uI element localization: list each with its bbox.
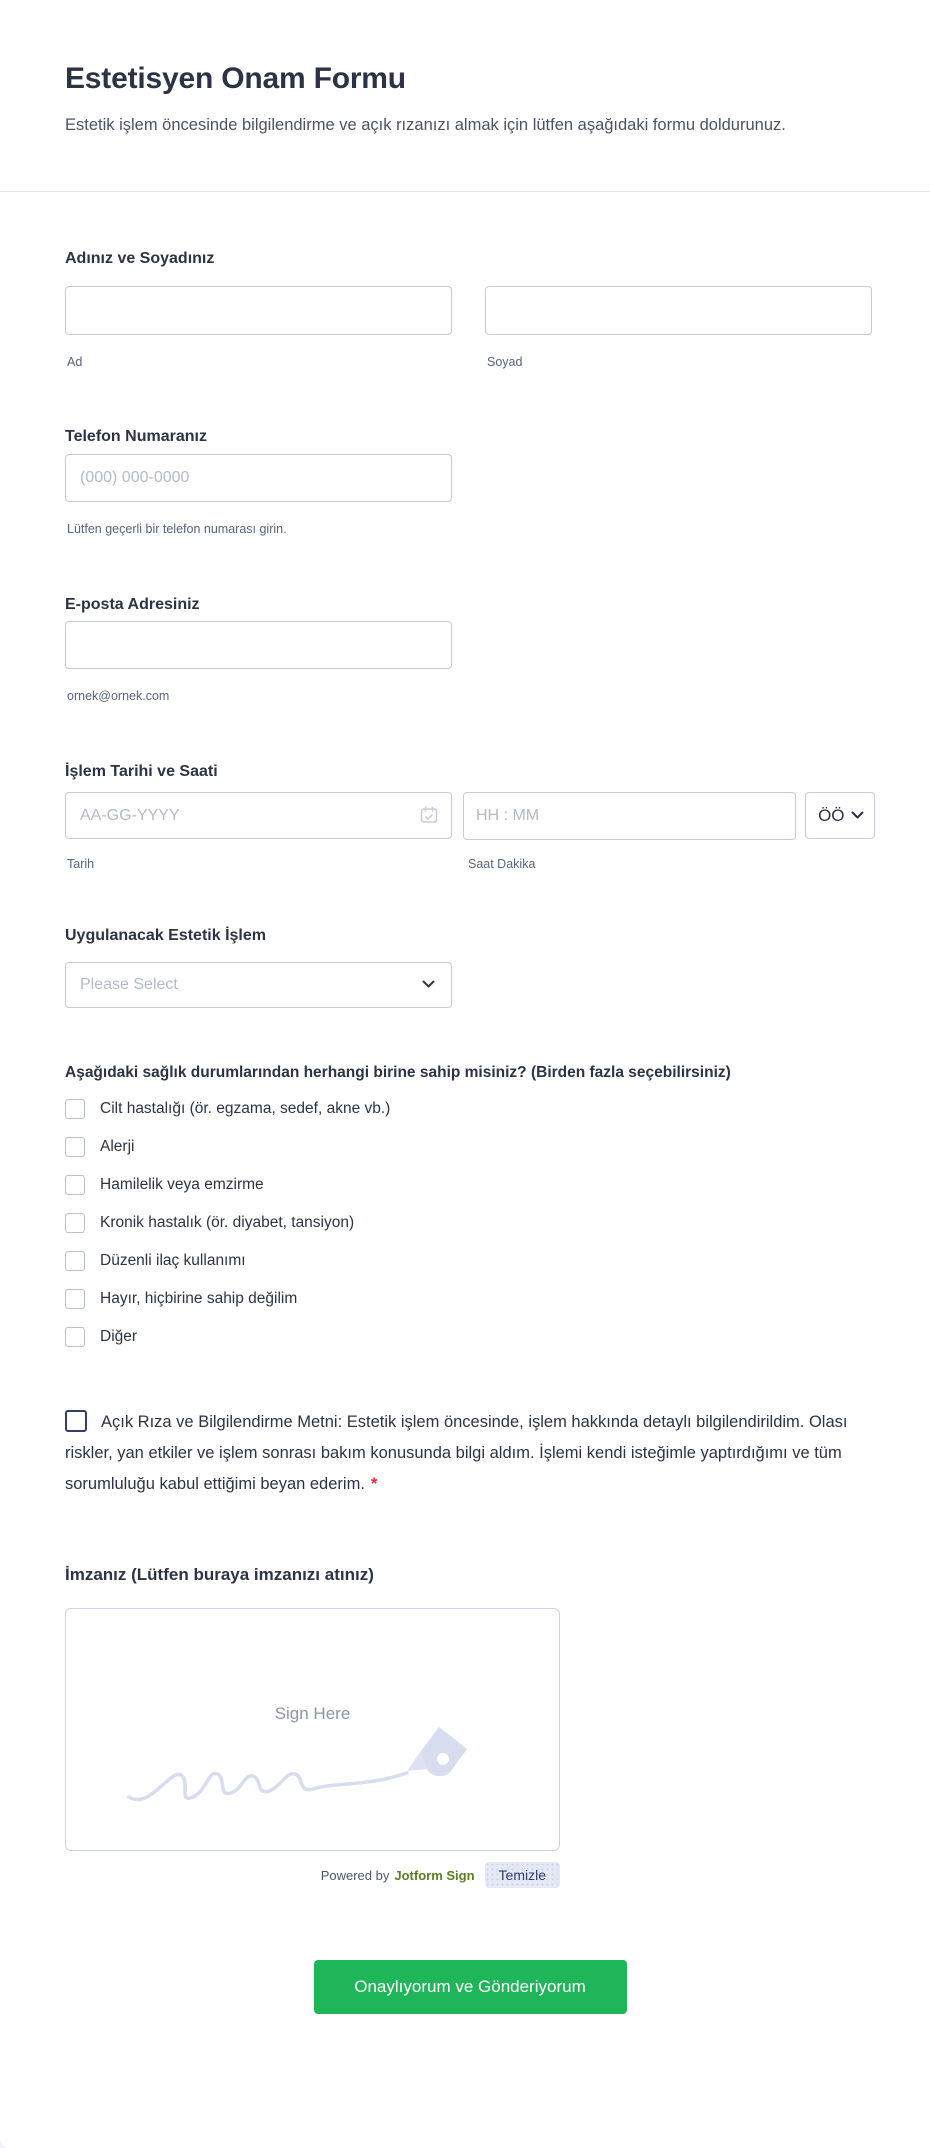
date-sublabel: Tarih <box>67 857 95 871</box>
signature-squiggle-and-pen-icon <box>121 1719 511 1819</box>
checkbox-unchecked-icon[interactable] <box>65 1327 85 1347</box>
required-asterisk: * <box>370 1475 378 1493</box>
phone-input[interactable] <box>65 454 452 502</box>
jotform-sign-logo: Jotform Sign <box>394 1867 475 1883</box>
health-option-label: Kronik hastalık (ör. diyabet, tansiyon) <box>100 1214 355 1231</box>
ampm-value: ÖÖ <box>818 805 845 825</box>
health-option-label: Alerji <box>100 1138 135 1155</box>
header-divider <box>0 191 930 192</box>
health-option-row[interactable] <box>65 1173 875 1197</box>
health-option-row[interactable] <box>65 1211 875 1235</box>
health-option-label: Cilt hastalığı (ör. egzama, sedef, akne vb.) <box>100 1100 391 1117</box>
phone-field-label: Telefon Numaranız <box>65 428 207 445</box>
page-title: Estetisyen Onam Formu <box>65 62 406 95</box>
sign-here-label: Sign Here <box>274 1704 351 1723</box>
health-option-label: Düzenli ilaç kullanımı <box>100 1252 246 1269</box>
health-options-list <box>65 1097 875 1349</box>
datetime-input-row <box>65 792 875 840</box>
submit-button[interactable]: Onaylıyorum ve Gönderiyorum <box>314 1960 627 2014</box>
email-field-label: E-posta Adresiniz <box>65 596 200 613</box>
time-input[interactable] <box>463 792 796 840</box>
signature-field-label: İmzanız (Lütfen buraya imzanızı atınız) <box>65 1565 374 1584</box>
name-input-row <box>65 286 875 335</box>
checkbox-unchecked-icon[interactable] <box>65 1175 85 1195</box>
checkbox-unchecked-icon[interactable] <box>65 1289 85 1309</box>
powered-by-label: Powered by <box>320 1867 390 1883</box>
submit-row <box>65 1960 875 2014</box>
last-name-input[interactable] <box>485 286 872 335</box>
checkbox-unchecked-icon[interactable] <box>65 1137 85 1157</box>
clear-signature-button[interactable]: Temizle <box>485 1862 560 1888</box>
consent-block <box>65 1407 860 1500</box>
signature-pad[interactable] <box>65 1608 560 1851</box>
checkbox-unchecked-icon[interactable] <box>65 1099 85 1119</box>
health-option-row[interactable] <box>65 1097 875 1121</box>
date-input[interactable] <box>65 792 452 839</box>
checkbox-unchecked-icon[interactable] <box>65 1213 85 1233</box>
name-sublabel-row <box>65 355 875 369</box>
form-subtitle: Estetik işlem öncesinde bilgilendirme ve açık rızanızı almak için lütfen aşağıdaki formu doldurunuz. <box>65 116 786 134</box>
health-option-label: Hamilelik veya emzirme <box>100 1176 264 1193</box>
phone-hint: Lütfen geçerli bir telefon numarası girin. <box>67 522 287 536</box>
health-option-label: Diğer <box>100 1328 138 1345</box>
ampm-select[interactable] <box>805 792 875 839</box>
datetime-sublabel-row <box>65 857 875 871</box>
name-field-label: Adınız ve Soyadınız <box>65 250 215 267</box>
consent-text: Açık Rıza ve Bilgilendirme Metni: Estetik işlem öncesinde, işlem hakkında detaylı bilgilendirildim. Olası riskler, yan etkiler ve işlem sonrası bakım konusunda bilgi aldım. İşlemi kendi isteğimle yaptırdığımı ve tüm sorumluluğu kabul ettiğimi beyan ederim. <box>65 1413 848 1493</box>
email-hint: ornek@ornek.com <box>67 689 170 703</box>
datetime-field-label: İşlem Tarihi ve Saati <box>65 763 218 780</box>
consent-checkbox[interactable] <box>65 1410 87 1432</box>
health-option-row[interactable] <box>65 1287 875 1311</box>
health-option-label: Hayır, hiçbirine sahip değilim <box>100 1290 298 1307</box>
calendar-icon[interactable] <box>419 805 439 825</box>
signature-placeholder <box>66 1609 559 1850</box>
procedure-select-placeholder: Please Select <box>80 976 178 993</box>
health-option-row[interactable] <box>65 1325 875 1349</box>
health-option-row[interactable] <box>65 1135 875 1159</box>
chevron-down-icon <box>851 807 864 825</box>
first-name-input[interactable] <box>65 286 452 335</box>
chevron-down-icon <box>422 976 435 994</box>
signature-footer <box>65 1862 560 1888</box>
email-input[interactable] <box>65 621 452 669</box>
first-name-sublabel: Ad <box>67 355 83 369</box>
last-name-sublabel: Soyad <box>487 355 523 369</box>
procedure-field-label: Uygulanacak Estetik İşlem <box>65 927 266 944</box>
time-sublabel: Saat Dakika <box>468 857 536 871</box>
health-field-label: Aşağıdaki sağlık durumlarından herhangi birine sahip misiniz? (Birden fazla seçebilirsiniz) <box>65 1064 731 1081</box>
checkbox-unchecked-icon[interactable] <box>65 1251 85 1271</box>
health-option-row[interactable] <box>65 1249 875 1273</box>
procedure-select[interactable] <box>65 962 452 1008</box>
